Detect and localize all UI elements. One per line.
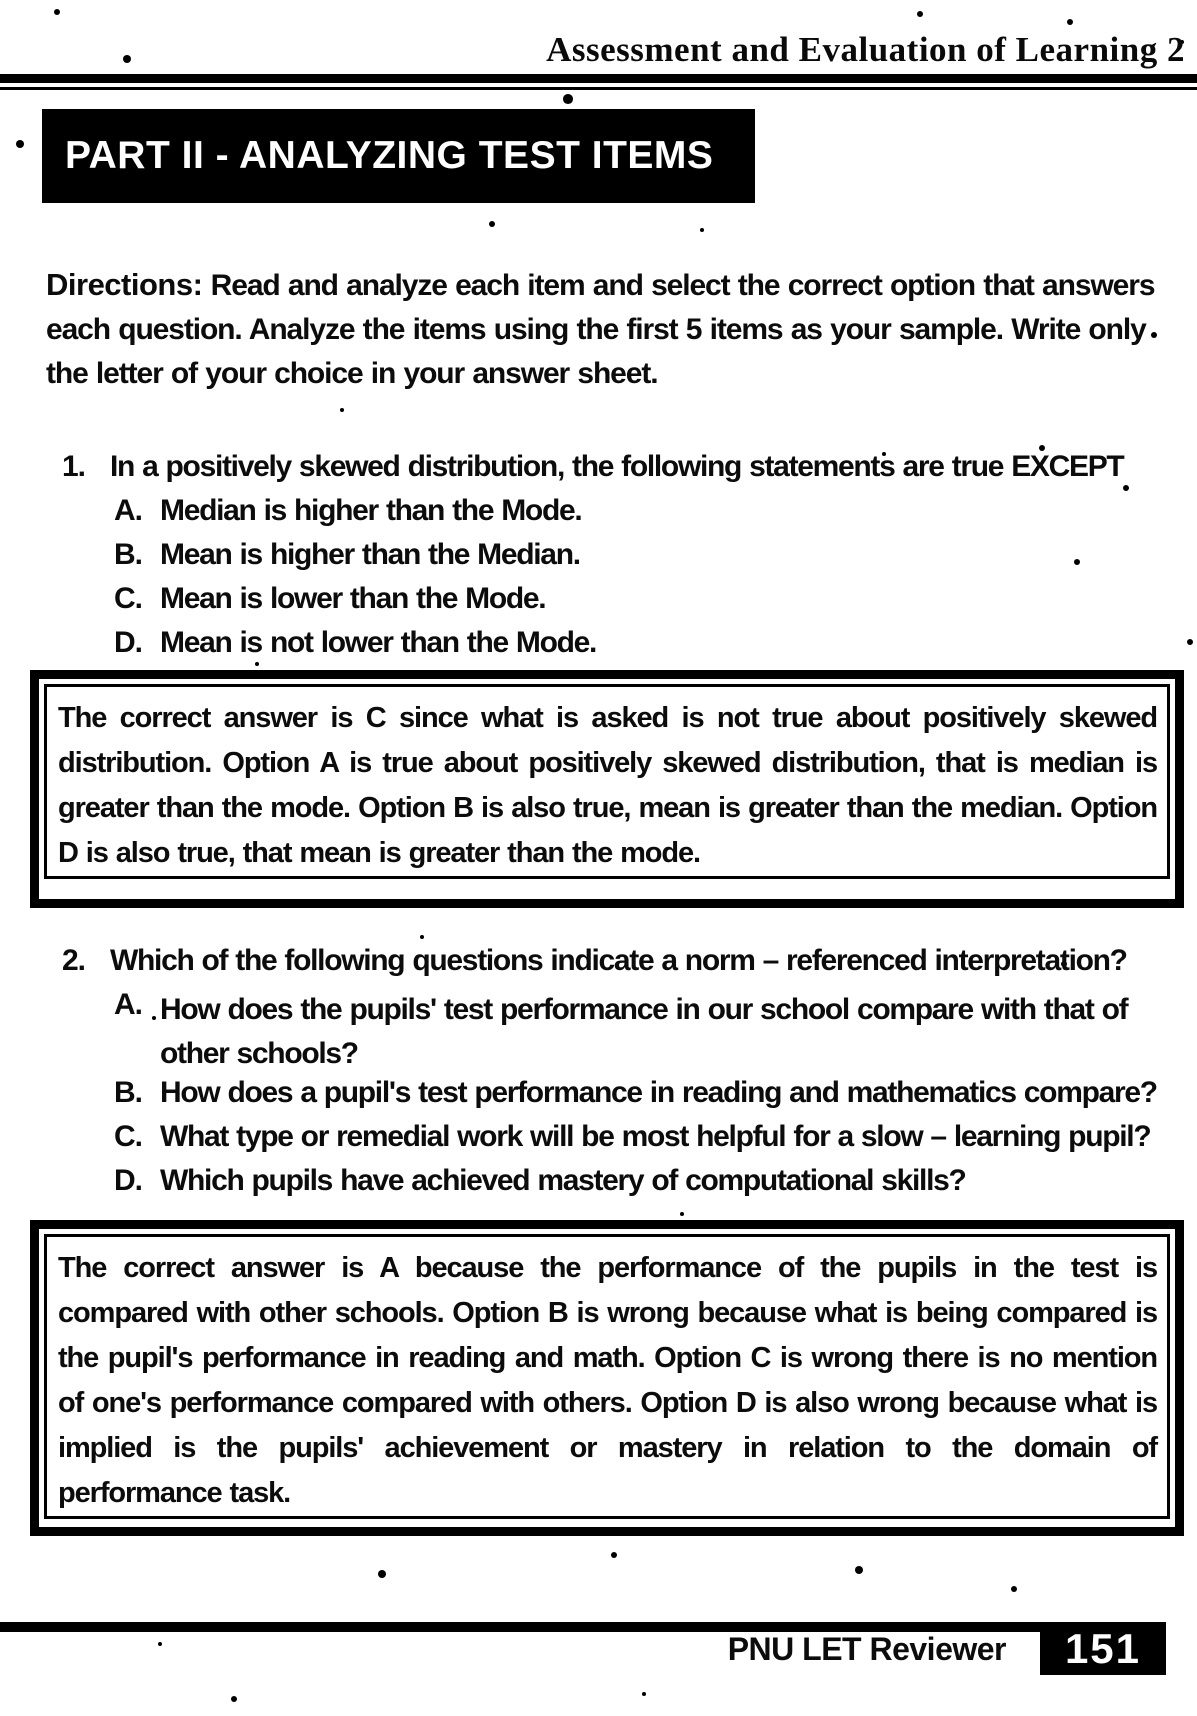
question-2-text: Which of the following questions indicate a norm – referenced interpretation? [110, 944, 1127, 977]
question-2-option-c-letter: C. [114, 1120, 142, 1153]
question-1-option-c-text: Mean is lower than the Mode. [160, 582, 546, 615]
page-number-badge [1040, 1622, 1166, 1675]
question-1-text: In a positively skewed distribution, the following statements are true EXCEPT [110, 450, 1124, 483]
question-1-option-b-text: Mean is higher than the Median. [160, 538, 580, 571]
question-2-option-d-text: Which pupils have achieved mastery of computational skills? [160, 1164, 966, 1197]
answer-explanation-2: The correct answer is A because the performance of the pupils in the test is compared with other schools. Option B is wrong because what is being compared is the pupil's performance in reading and math. Option C is wrong there is no mention of one's performance compared with others. Option D is also wrong because what is implied is the pupils' achievement or mastery in relation to the domain of performance task. [44, 1234, 1170, 1519]
directions-text: Read and analyze each item and select the correct option that answers each question. Analyze the items using the first 5 items as your sample. Write only the letter of your choice in your answer sheet. [46, 269, 1155, 390]
question-2-option-d-letter: D. [114, 1164, 142, 1197]
header-rule [0, 74, 1197, 90]
section-title-banner [42, 109, 755, 203]
question-2-option-a-letter: A. [114, 988, 142, 1021]
directions-paragraph [46, 263, 1186, 396]
scan-noise [0, 0, 4, 4]
question-2-option-a-text: How does the pupils' test performance in our school compare with that of other schools? [160, 993, 1128, 1070]
section-title: PART II - ANALYZING TEST ITEMS [65, 134, 714, 177]
answer-explanation-1: The correct answer is C since what is asked is not true about positively skewed distribution. Option A is true about positively skewed distribution, that is median is greater than the mode. Option B is also true, mean is greater than the median. Option D is also true, that mean is greater than the mode. [44, 684, 1170, 879]
question-1-option-a-letter: A. [114, 494, 142, 527]
answer-explanation-box-2 [30, 1220, 1184, 1536]
question-1-number: 1. [62, 450, 86, 483]
directions-label: Directions: [46, 267, 203, 302]
answer-explanation-box-1 [30, 670, 1184, 908]
question-1-option-c-letter: C. [114, 582, 142, 615]
page-header-title: Assessment and Evaluation of Learning 2 [546, 30, 1185, 69]
question-1-option-a-text: Median is higher than the Mode. [160, 494, 582, 527]
question-1-option-d-letter: D. [114, 626, 142, 659]
question-2-option-c-text: What type or remedial work will be most helpful for a slow – learning pupil? [160, 1120, 1151, 1153]
question-2-option-b-text: How does a pupil's test performance in reading and mathematics compare? [160, 1076, 1157, 1109]
question-1-option-d-text: Mean is not lower than the Mode. [160, 626, 597, 659]
question-2-number: 2. [62, 944, 86, 977]
question-1-option-b-letter: B. [114, 538, 142, 571]
page-number: 151 [1064, 1624, 1142, 1672]
question-2-option-b-letter: B. [114, 1076, 142, 1109]
footer-brand: PNU LET Reviewer [727, 1631, 1006, 1667]
